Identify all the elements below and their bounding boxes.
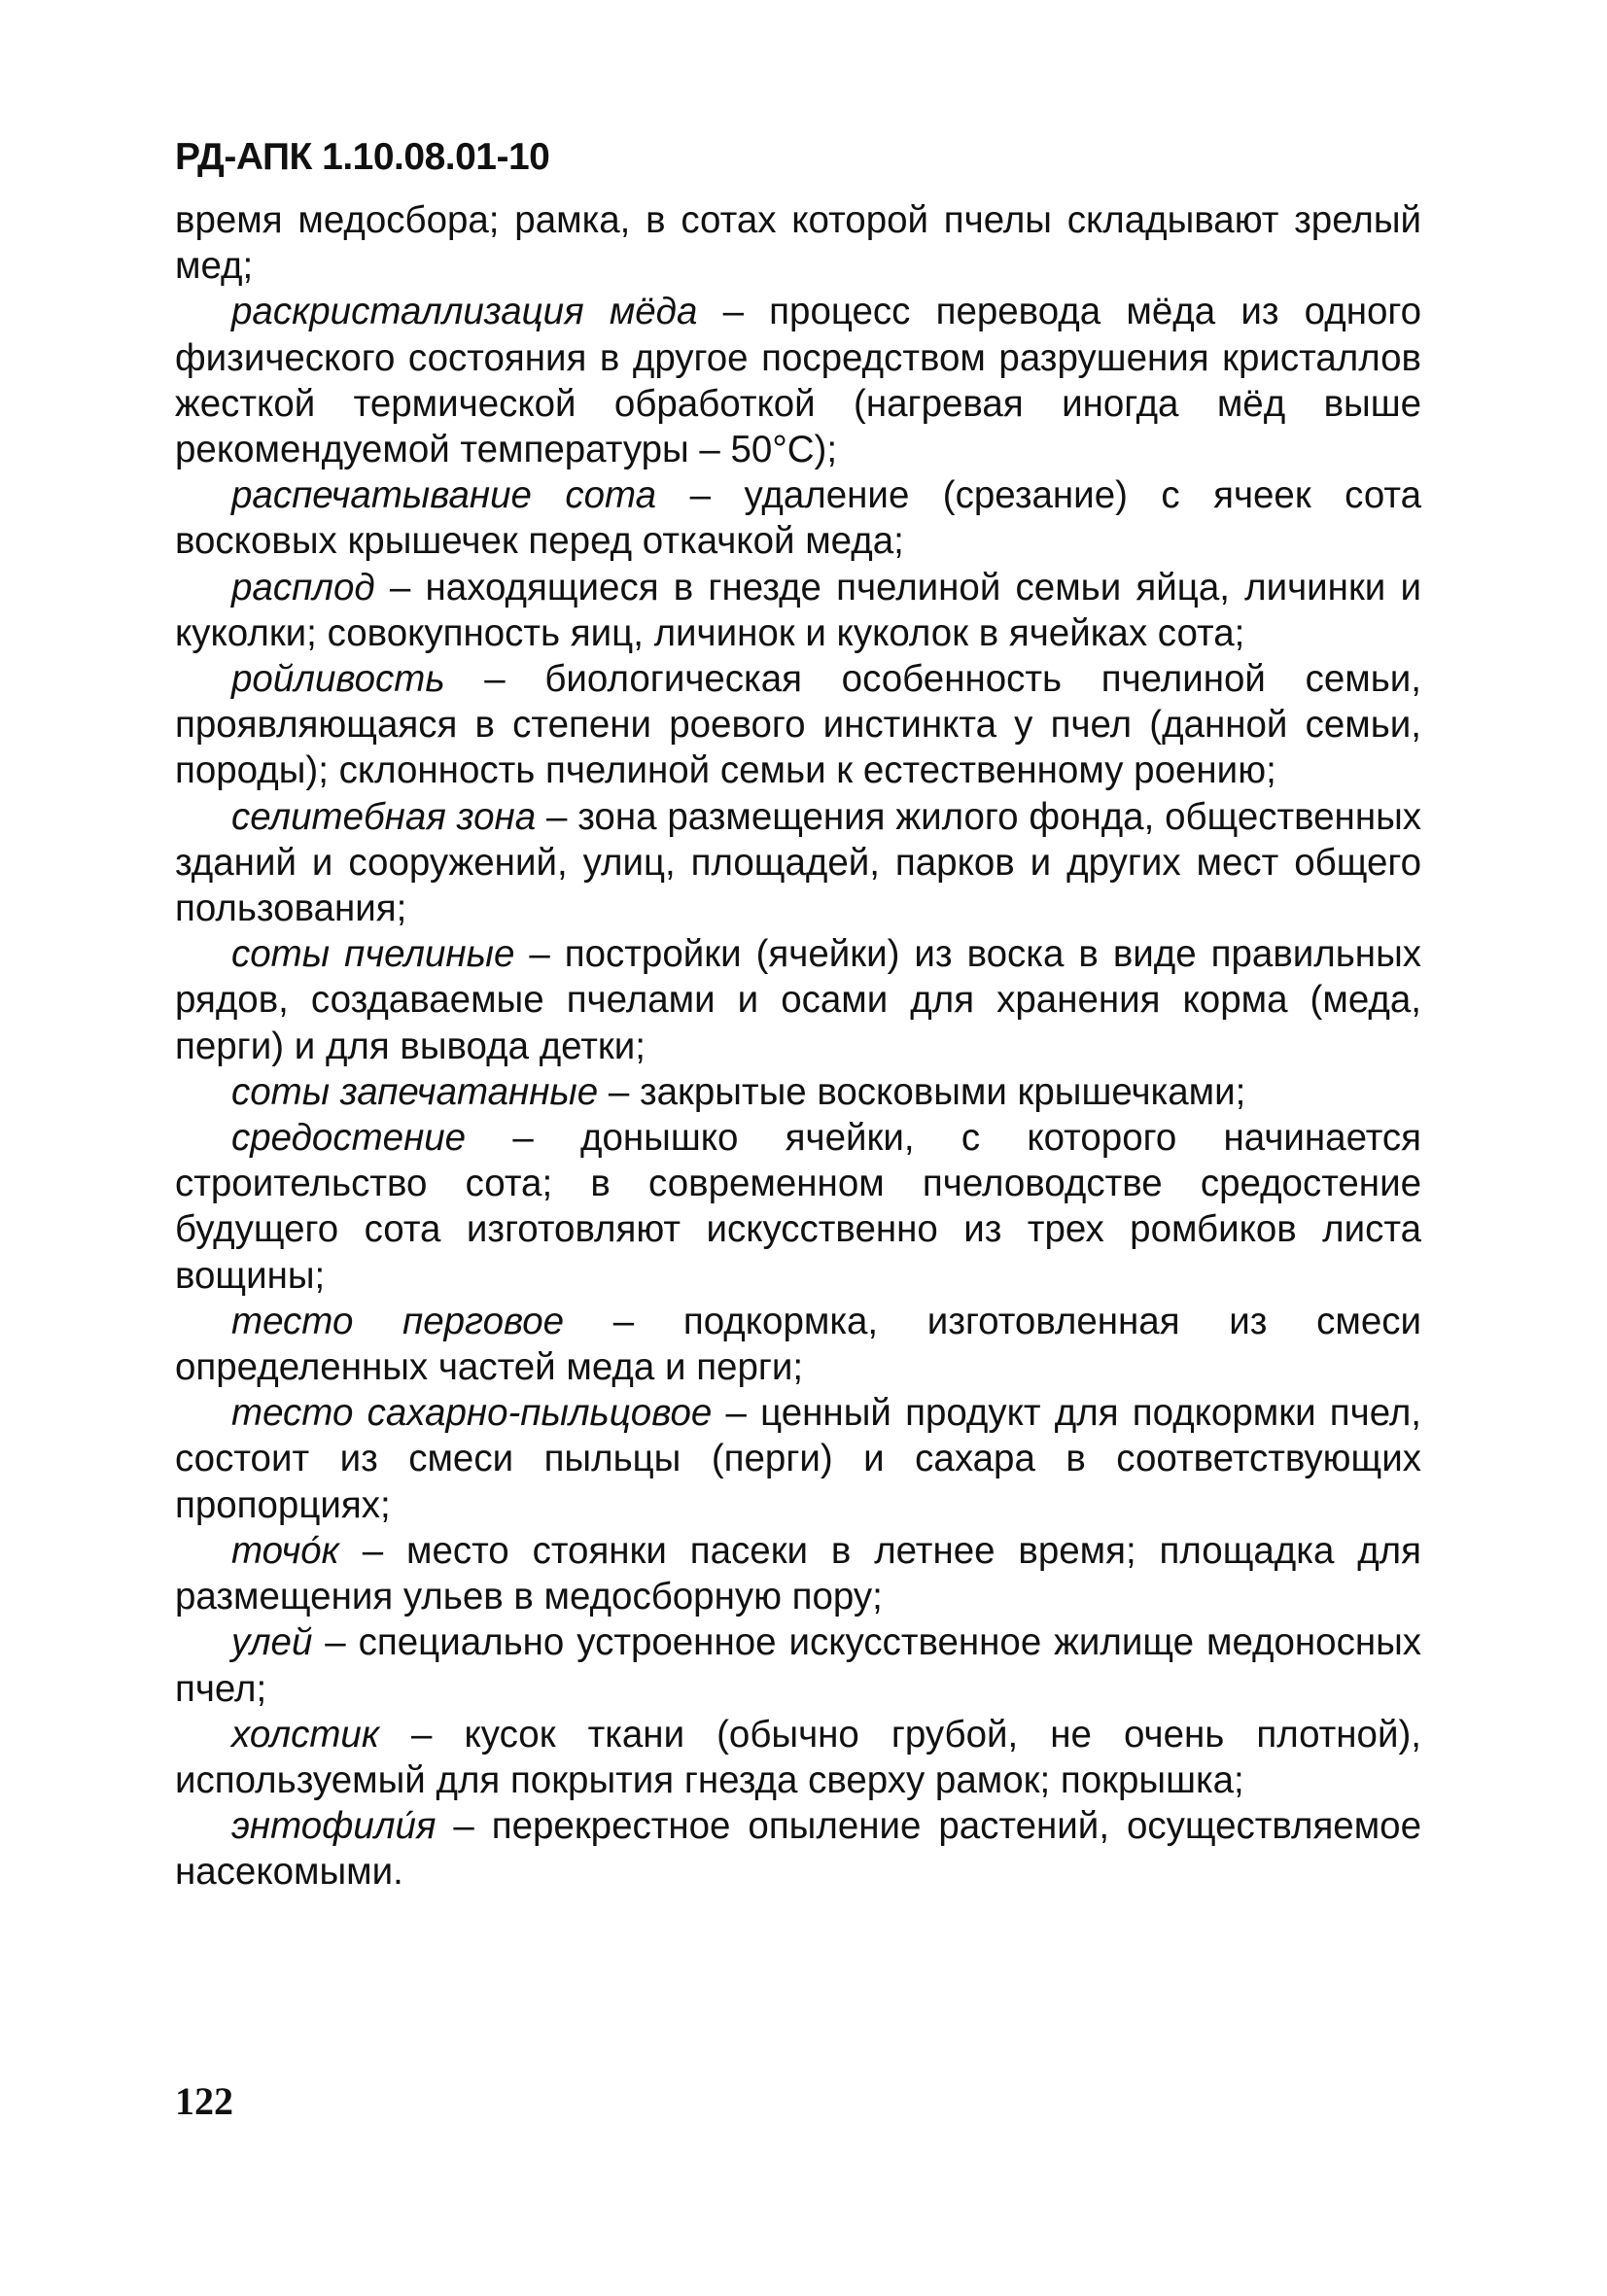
entry-definition: – место стоянки пасеки в летнее время; площадка для размещения ульев в медосборную пору; (175, 1529, 1421, 1618)
glossary-entry (175, 1619, 1421, 1711)
entry-term: соты запечатанные (231, 1070, 599, 1113)
entry-term: улей (231, 1621, 313, 1664)
glossary-entry (175, 1299, 1421, 1390)
entry-definition: – ценный продукт для подкормки пчел, состоит из смеси пыльцы (перги) и сахара в соответствующих пропорциях; (175, 1392, 1422, 1526)
glossary-entry (175, 1069, 1421, 1115)
page-number: 122 (175, 2079, 233, 2123)
entry-term: тесто сахарно-пыльцовое (231, 1392, 713, 1435)
entry-definition: – постройки (ячейки) из воска в виде правильных рядов, создаваемые пчелами и осами для хранения корма (меда, перги) и для вывода детки; (175, 933, 1421, 1067)
glossary-entry (175, 565, 1421, 656)
entry-definition: – подкормка, изготовленная из смеси определенных частей меда и перги; (175, 1300, 1421, 1389)
glossary-content (175, 197, 1421, 1896)
entry-definition: – закрытые восковыми крышечками; (598, 1070, 1246, 1113)
entry-term: тесто перговое (231, 1300, 565, 1342)
entry-term: распечатывание сота (231, 474, 657, 517)
entry-definition: – перекрестное опыление растений, осуществляемое насекомыми. (175, 1805, 1421, 1894)
glossary-entries (175, 289, 1421, 1895)
entry-term: расплод (231, 566, 375, 609)
glossary-entry (175, 1528, 1421, 1619)
entry-definition: – донышко ячейки, с которого начинается строительство сота; в современном пчеловодстве средостение будущего сота изготовляют искусственно из трех ромбиков листа вощины; (175, 1117, 1421, 1297)
glossary-entry (175, 931, 1421, 1069)
document-code-header: РД-АПК 1.10.08.01-10 (175, 136, 550, 178)
glossary-entry (175, 472, 1421, 564)
entry-definition: – кусок ткани (обычно грубой, не очень плотной), используемый для покрытия гнезда сверху рамок; покрышка; (175, 1713, 1421, 1801)
entry-definition: – специально устроенное искусственное жилище медоносных пчел; (175, 1621, 1421, 1710)
entry-term: раскристаллизация мёда (231, 291, 698, 333)
entry-term: ройливость (231, 658, 445, 701)
entry-definition: – процесс перевода мёда из одного физического состояния в другое посредством разрушения кристаллов жесткой термической обработкой (нагревая иногда мёд выше рекомендуемой температуры – 50°С); (175, 291, 1421, 471)
entry-definition: – биологическая особенность пчелиной семьи, проявляющаяся в степени роевого инстинкта у пчел (данной семьи, породы); склонность пчелиной семьи к естественному роению; (175, 658, 1421, 792)
entry-term: точо́к (231, 1529, 339, 1572)
glossary-entry (175, 794, 1421, 932)
entry-definition: – находящиеся в гнезде пчелиной семьи яйца, личинки и куколки; совокупность яиц, личинок и куколок в ячейках сота; (175, 566, 1421, 654)
entry-term: средостение (231, 1117, 467, 1160)
entry-term: соты пчелиные (231, 933, 515, 976)
intro-paragraph: время медосбора; рамка, в сотах которой пчелы складывают зрелый мед; (175, 199, 1421, 288)
glossary-entry (175, 1712, 1421, 1803)
glossary-entry (175, 656, 1421, 794)
glossary-entry (175, 289, 1421, 472)
glossary-entry (175, 1390, 1421, 1528)
entry-term: селитебная зона (231, 795, 537, 838)
glossary-entry (175, 1803, 1421, 1895)
entry-definition: – удаление (срезание) с ячеек сота восковых крышечек перед откачкой меда; (175, 474, 1421, 563)
entry-term: холстик (231, 1713, 380, 1756)
entry-term: энтофили́я (231, 1805, 437, 1848)
entry-definition: – зона размещения жилого фонда, общественных зданий и сооружений, улиц, площадей, парков и других мест общего пользования; (175, 795, 1421, 930)
glossary-entry (175, 1115, 1421, 1299)
